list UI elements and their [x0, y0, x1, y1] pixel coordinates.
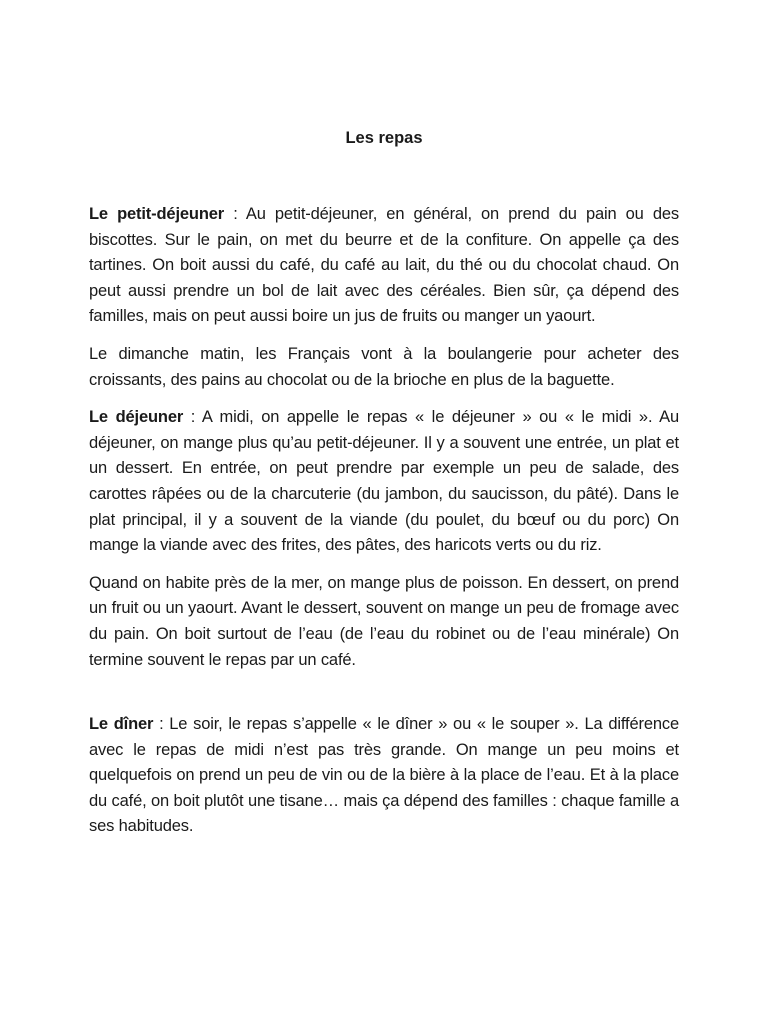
paragraph-dimanche	[89, 342, 679, 393]
paragraph-lead: Le déjeuner	[89, 408, 184, 427]
paragraph-text: : Au petit-déjeuner, en général, on prend du pain ou des biscottes. Sur le pain, on met du beurre et de la confiture. On appelle ça des tartines. On boit aussi du café, du café au lait, du thé ou du chocolat chaud. On peut aussi prendre un bol de lait avec des céréales. Bien sûr, ça dépend des familles, mais on peut aussi boire un jus de fruits ou manger un yaourt.	[89, 205, 679, 326]
document-title: Les repas	[345, 129, 423, 147]
paragraph-lead: Le petit-déjeuner	[89, 205, 225, 223]
paragraph-lead: Le dîner	[89, 715, 154, 734]
paragraph-poisson	[89, 571, 679, 673]
paragraph-text: : Le soir, le repas s’appelle « le dîner » ou « le souper ». La différence avec le repas de midi n’est pas très grande. On mange un peu moins et quelquefois on prend un peu de vin ou de la bière à la place de l’eau. Et à la place du café, on boit plutôt une tisane… mais ça dépend des familles : chaque famille a ses habitudes.	[89, 715, 679, 836]
paragraph-petit-dejeuner	[89, 202, 679, 330]
paragraph-text: : A midi, on appelle le repas « le déjeuner » ou « le midi ». Au déjeuner, on mange plus qu’au petit-déjeuner. Il y a souvent une entrée, un plat et un dessert. En entrée, on peut prendre par exemple un peu de salade, des carottes râpées ou de la charcuterie (du jambon, du saucisson, du pâté). Dans le plat principal, il y a souvent de la viande (du poulet, du bœuf ou du porc) On mange la viande avec des frites, des pâtes, des haricots verts ou du riz.	[89, 408, 679, 555]
paragraph-dejeuner	[89, 405, 679, 559]
paragraph-text: Quand on habite près de la mer, on mange plus de poisson. En dessert, on prend un fruit ou un yaourt. Avant le dessert, souvent on mange un peu de fromage avec du pain. On boit surtout de l’eau (de l’eau du robinet ou de l’eau minérale) On termine souvent le repas par un café.	[89, 573, 679, 669]
paragraph-text: Le dimanche matin, les Français vont à la boulangerie pour acheter des croissants, des pains au chocolat ou de la brioche en plus de la baguette.	[89, 344, 679, 389]
paragraph-diner	[89, 712, 679, 840]
document-page	[89, 126, 679, 840]
